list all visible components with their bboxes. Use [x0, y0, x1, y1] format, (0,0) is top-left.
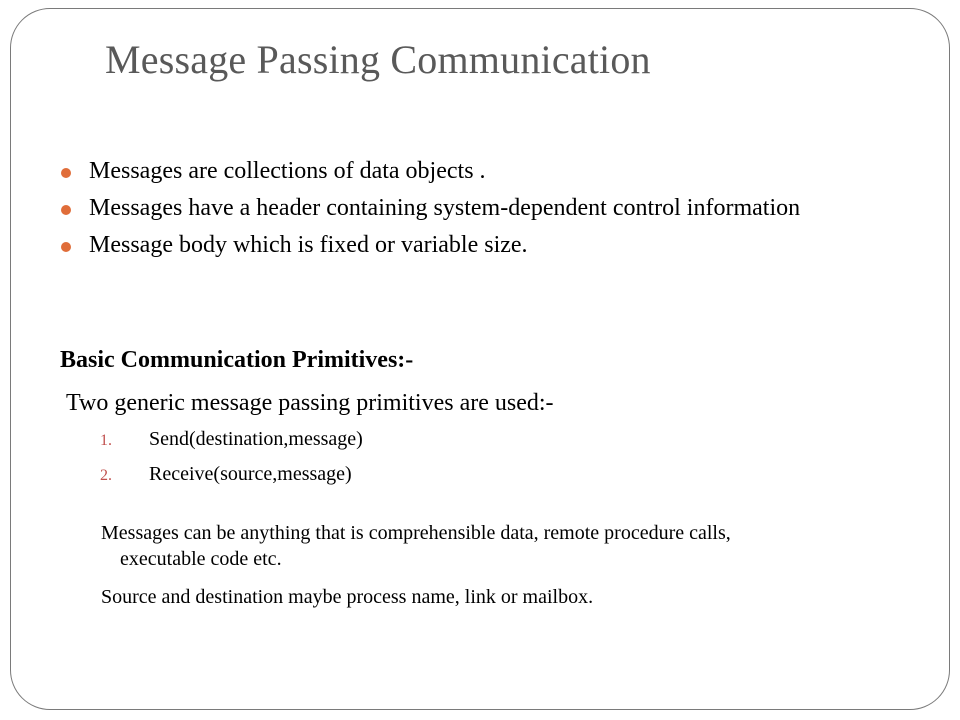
bullet-list: [60, 157, 880, 268]
primitive-item: [100, 427, 363, 451]
section-heading: Basic Communication Primitives:-: [60, 347, 414, 373]
bullet-item: [60, 194, 880, 223]
bullet-text: Messages have a header containing system-dependent control information: [89, 195, 801, 221]
note-line: Messages can be anything that is comprehensible data, remote procedure calls,: [101, 522, 731, 544]
section-subheading: Two generic message passing primitives are used:-: [66, 390, 554, 416]
slide-title: Message Passing Communication: [105, 37, 651, 82]
note-paragraph: [101, 520, 901, 572]
bullet-item: [60, 157, 880, 186]
bullet-text: Message body which is fixed or variable size.: [89, 232, 528, 258]
bullet-item: [60, 231, 880, 260]
list-number: 1.: [100, 432, 112, 449]
primitives-list: [100, 427, 363, 497]
bullet-text: Messages are collections of data objects .: [89, 158, 486, 184]
bullet-dot-icon: [61, 205, 71, 215]
primitive-text: Send(destination,message): [149, 428, 363, 450]
note-paragraph: Source and destination maybe process name, link or mailbox.: [101, 586, 594, 608]
bullet-dot-icon: [61, 242, 71, 252]
bullet-dot-icon: [61, 168, 71, 178]
primitive-text: Receive(source,message): [149, 463, 352, 485]
primitive-item: [100, 462, 363, 486]
note-line: executable code etc.: [120, 548, 282, 570]
list-number: 2.: [100, 467, 112, 484]
